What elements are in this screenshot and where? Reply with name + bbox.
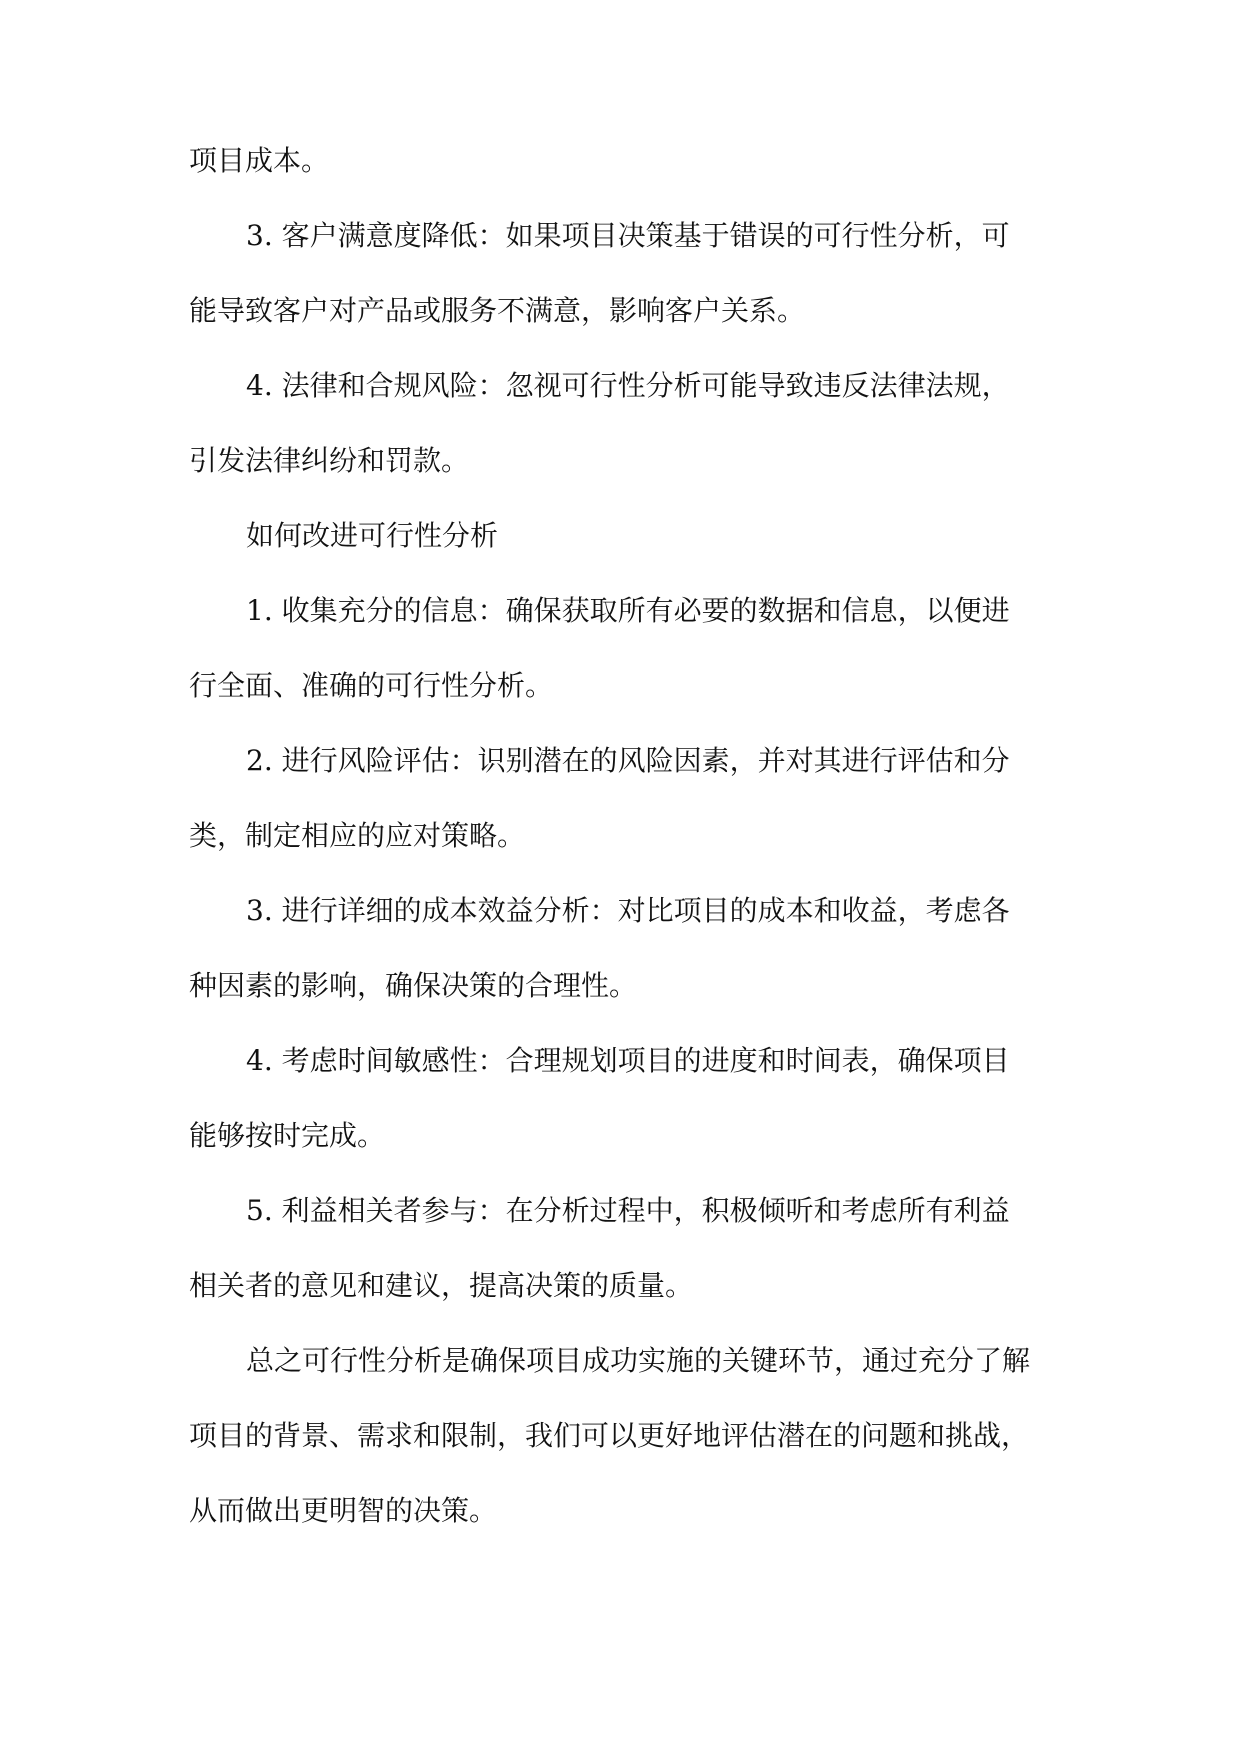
text-line: 引发法律纠纷和罚款。	[189, 444, 470, 477]
text-line: 种因素的影响，确保决策的合理性。	[189, 969, 638, 1002]
text-line: 总之可行性分析是确保项目成功实施的关键环节，通过充分了解	[246, 1344, 1031, 1377]
text-line: 项目成本。	[189, 144, 330, 177]
section-heading: 如何改进可行性分析	[246, 519, 499, 552]
text-line: 4. 考虑时间敏感性：合理规划项目的进度和时间表，确保项目	[246, 1044, 1010, 1077]
document-body	[189, 140, 1059, 1532]
text-line: 从而做出更明智的决策。	[189, 1494, 498, 1527]
text-line: 能导致客户对产品或服务不满意，影响客户关系。	[189, 294, 806, 327]
text-line: 相关者的意见和建议，提高决策的质量。	[189, 1269, 694, 1302]
text-line: 行全面、准确的可行性分析。	[189, 669, 554, 702]
text-line: 项目的背景、需求和限制，我们可以更好地评估潜在的问题和挑战，	[189, 1419, 1030, 1452]
text-line: 1. 收集充分的信息：确保获取所有必要的数据和信息，以便进	[246, 594, 1010, 627]
text-line: 能够按时完成。	[189, 1119, 386, 1152]
text-line: 类，制定相应的应对策略。	[189, 819, 526, 852]
text-line: 2. 进行风险评估：识别潜在的风险因素，并对其进行评估和分	[246, 744, 1010, 777]
text-line: 3. 进行详细的成本效益分析：对比项目的成本和收益，考虑各	[246, 894, 1010, 927]
text-line: 3. 客户满意度降低：如果项目决策基于错误的可行性分析，可	[246, 219, 1010, 252]
text-line: 4. 法律和合规风险：忽视可行性分析可能导致违反法律法规，	[246, 369, 1010, 402]
text-line: 5. 利益相关者参与：在分析过程中，积极倾听和考虑所有利益	[246, 1194, 1010, 1227]
